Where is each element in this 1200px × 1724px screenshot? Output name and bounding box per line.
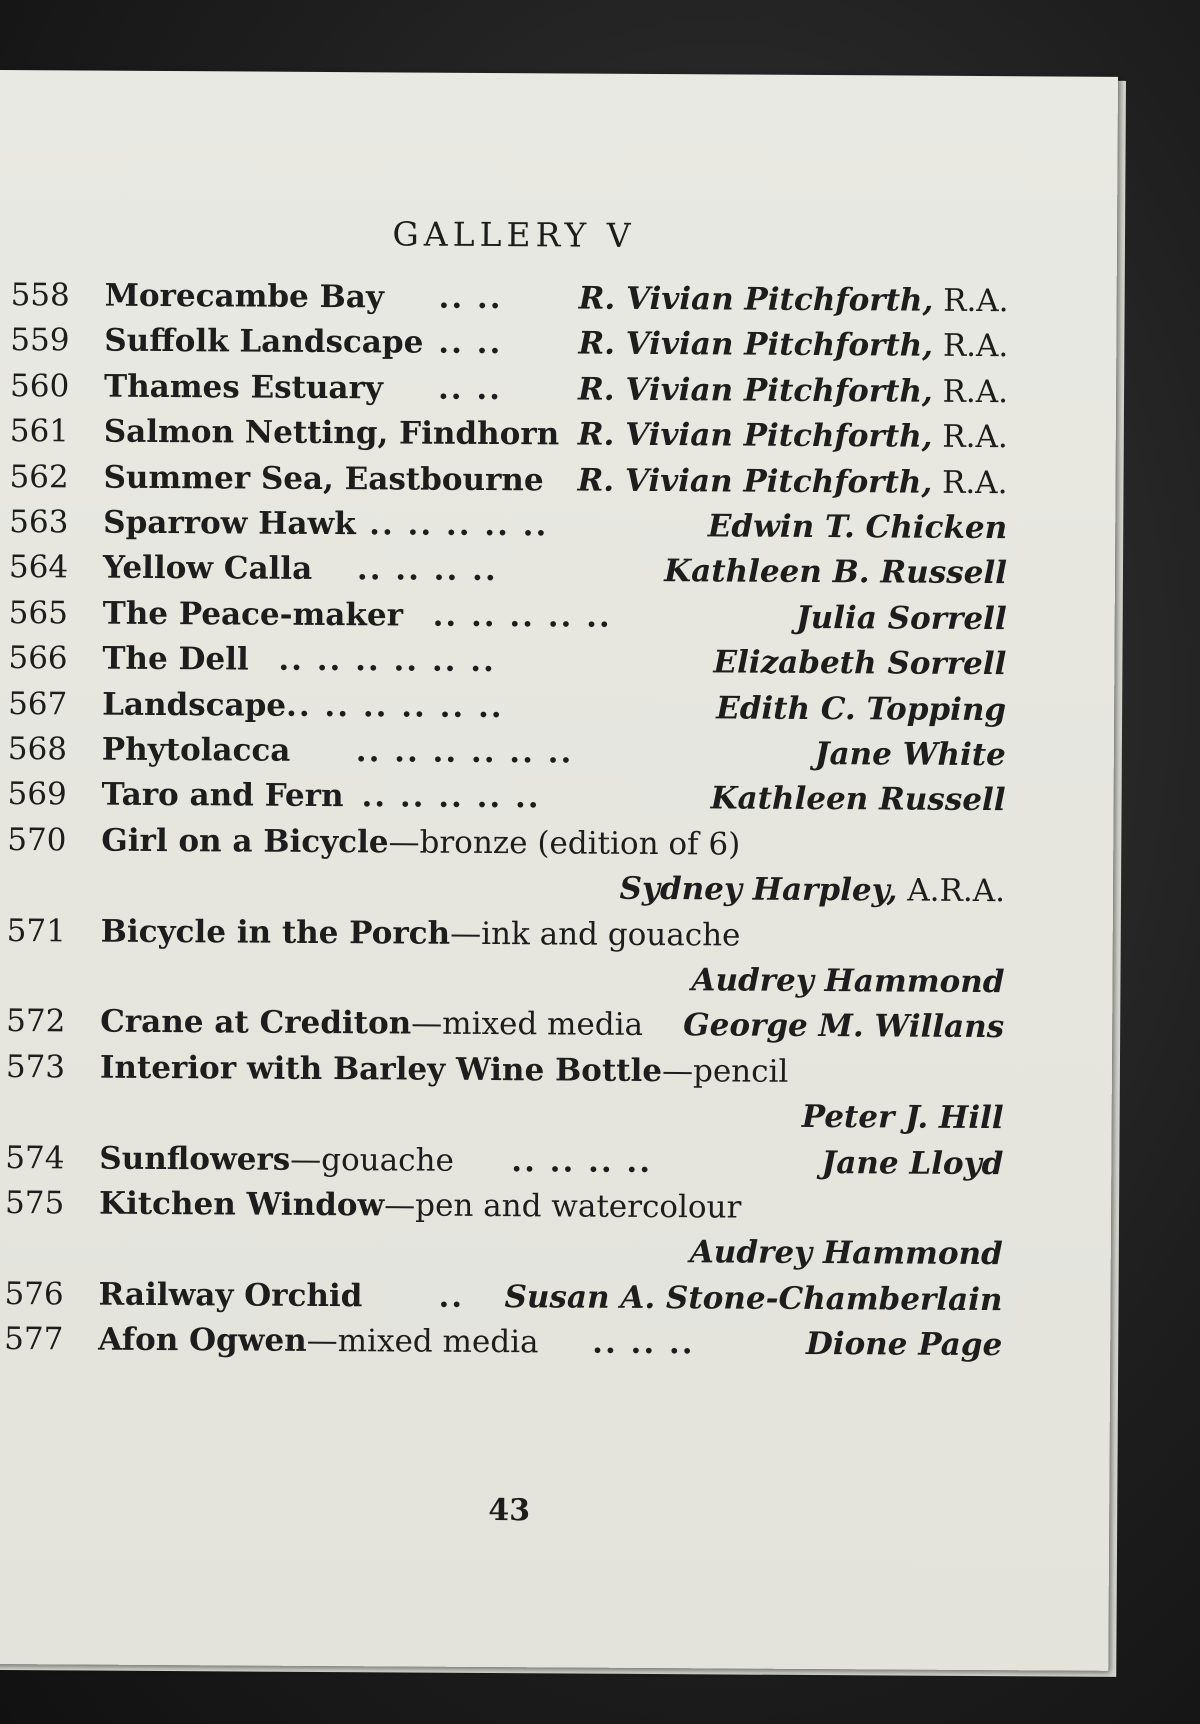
entry-artist	[690, 1228, 1003, 1280]
artist-name: R. Vivian Pitchforth,	[577, 371, 933, 410]
artist-name: Edith C. Topping	[716, 689, 1007, 728]
entry-title: Sparrow Hawk	[103, 504, 356, 543]
entry-artist	[578, 410, 1008, 463]
artist-name: Julia Sorrell	[795, 599, 1007, 637]
entry-title-text: Bicycle in the Porch	[100, 913, 451, 952]
artist-name: Audrey Hammond	[691, 962, 1005, 1001]
artist-name: Kathleen Russell	[710, 780, 1006, 819]
dot-leader: .. .. .. ..	[356, 551, 498, 589]
entry-title: Thames Estuary	[103, 368, 384, 407]
artist-name: R. Vivian Pitchforth,	[578, 280, 934, 319]
page-number: 43	[488, 1493, 531, 1529]
entry-artist	[710, 774, 1005, 826]
entry-title: Phytolacca	[101, 731, 291, 769]
artist-name: R. Vivian Pitchforth,	[577, 416, 933, 455]
artist-name: Dione Page	[805, 1326, 1003, 1364]
entry-number: 570	[7, 821, 67, 859]
artist-name: Jane White	[814, 735, 1006, 774]
entry-number: 559	[10, 322, 70, 359]
entry-title: Landscape	[102, 686, 287, 724]
artist-name: Elizabeth Sorrell	[713, 644, 1007, 683]
entry-artist	[815, 729, 1006, 780]
entry-medium: —bronze (edition of 6)	[388, 824, 741, 863]
dot-leader: .. .. .. .. ..	[369, 506, 549, 544]
entry-medium: —gouache	[290, 1141, 454, 1179]
entry-artist	[806, 1319, 1003, 1370]
artist-name: Peter J. Hill	[801, 1099, 1004, 1137]
entry-number: 562	[9, 458, 69, 496]
artist-name: George M. Willans	[683, 1007, 1005, 1046]
entry-artist	[619, 864, 1005, 916]
dot-leader: .. ..	[437, 370, 503, 407]
entry-artist	[578, 364, 1008, 417]
entry-title	[98, 1315, 539, 1368]
artist-honours: R.A.	[932, 418, 1008, 456]
catalogue-page	[0, 70, 1118, 1671]
artist-honours: R.A.	[932, 328, 1009, 365]
dot-leader: .. .. .. .. ..	[432, 597, 612, 635]
dot-leader: .. .. .. .. ..	[361, 778, 541, 816]
gallery-heading: GALLERY V	[392, 214, 636, 255]
entry-number: 575	[4, 1185, 65, 1222]
entry-medium: —pen and watercolour	[384, 1187, 742, 1226]
entry-title-text: Crane at Crediton	[100, 1004, 412, 1042]
dot-leader: .. .. .. ..	[511, 1142, 653, 1180]
dot-leader: .. .. .. .. .. ..	[286, 687, 504, 725]
entry-number: 561	[9, 413, 70, 450]
entry-title-text: Girl on a Bicycle	[101, 822, 389, 861]
artist-name: Sydney Harpley,	[619, 870, 898, 909]
entry-title: Suffolk Landscape	[104, 323, 424, 361]
entry-title: Railway Orchid	[98, 1276, 363, 1315]
entry-number: 563	[9, 504, 69, 541]
entry-title-text: Sunflowers	[99, 1140, 291, 1178]
dot-leader: .. ..	[438, 325, 503, 362]
entry-title-text: Kitchen Window	[98, 1185, 385, 1224]
dot-leader: .. .. .. .. .. ..	[278, 641, 496, 680]
entry-number: 566	[8, 640, 68, 677]
dot-leader: .. .. .. .. .. ..	[355, 733, 574, 771]
entry-medium: —mixed media	[411, 1005, 644, 1044]
entry-number: 564	[8, 549, 69, 586]
entry-medium: —pencil	[661, 1052, 789, 1090]
entry-number: 565	[8, 594, 68, 632]
artist-name: Audrey Hammond	[689, 1234, 1003, 1273]
entry-title-text: Interior with Barley Wine Bottle	[99, 1049, 663, 1089]
entry-number: 568	[7, 731, 68, 768]
artist-name: R. Vivian Pitchforth,	[578, 325, 934, 365]
entry-medium: —mixed media	[306, 1323, 539, 1361]
entry-title: The Dell	[102, 640, 249, 678]
entry-number: 577	[4, 1321, 64, 1358]
entry-artist	[683, 1001, 1004, 1053]
artist-name: R. Vivian Pitchforth,	[577, 462, 933, 501]
entry-title: Summer Sea, Eastbourne	[103, 459, 544, 498]
entry-number: 558	[10, 277, 70, 314]
entry-title	[99, 1133, 454, 1185]
artist-name: Susan A. Stone-Chamberlain	[504, 1278, 1003, 1318]
entry-artist	[821, 1138, 1003, 1189]
entry-medium: —ink and gouache	[450, 915, 741, 954]
entry-title: Yellow Calla	[102, 550, 313, 588]
entry-artist	[708, 501, 1008, 553]
entry-number: 573	[5, 1048, 66, 1086]
entry-title-text: Afon Ogwen	[98, 1321, 307, 1360]
entry-number: 567	[8, 685, 68, 723]
entry-artist	[802, 1092, 1004, 1143]
entry-title: The Peace-maker	[102, 595, 404, 634]
artist-honours: R.A.	[932, 464, 1008, 501]
entry-title: Morecambe Bay	[104, 277, 385, 316]
entry-number: 574	[5, 1139, 65, 1177]
entry-artist	[579, 274, 1009, 327]
artist-name: Kathleen B. Russell	[664, 553, 1008, 592]
artist-name: Edwin T. Chicken	[707, 508, 1008, 547]
entry-list	[0, 70, 1118, 1671]
entry-title: Salmon Netting, Findhorn	[103, 413, 560, 453]
entry-number: 576	[4, 1275, 64, 1313]
entry-title: Taro and Fern	[101, 777, 344, 815]
entry-artist	[578, 319, 1008, 372]
entry-number: 572	[6, 1003, 66, 1040]
entry-artist	[577, 455, 1007, 508]
entry-number: 571	[6, 912, 67, 950]
artist-name: Jane Lloyd	[821, 1144, 1004, 1182]
artist-honours: A.R.A.	[897, 872, 1006, 910]
entry-artist	[664, 546, 1007, 598]
entry-artist	[716, 683, 1006, 735]
artist-honours: R.A.	[932, 373, 1009, 410]
dot-leader: .. ..	[438, 279, 503, 317]
artist-honours: R.A.	[933, 282, 1009, 320]
dot-leader: ..	[438, 1278, 465, 1315]
dot-leader: .. .. ..	[592, 1324, 695, 1362]
entry-number: 560	[9, 367, 70, 405]
list-item	[0, 1314, 1110, 1371]
entry-number: 569	[7, 776, 67, 813]
entry-artist	[713, 638, 1006, 690]
entry-artist	[691, 955, 1004, 1007]
entry-artist	[796, 593, 1007, 644]
